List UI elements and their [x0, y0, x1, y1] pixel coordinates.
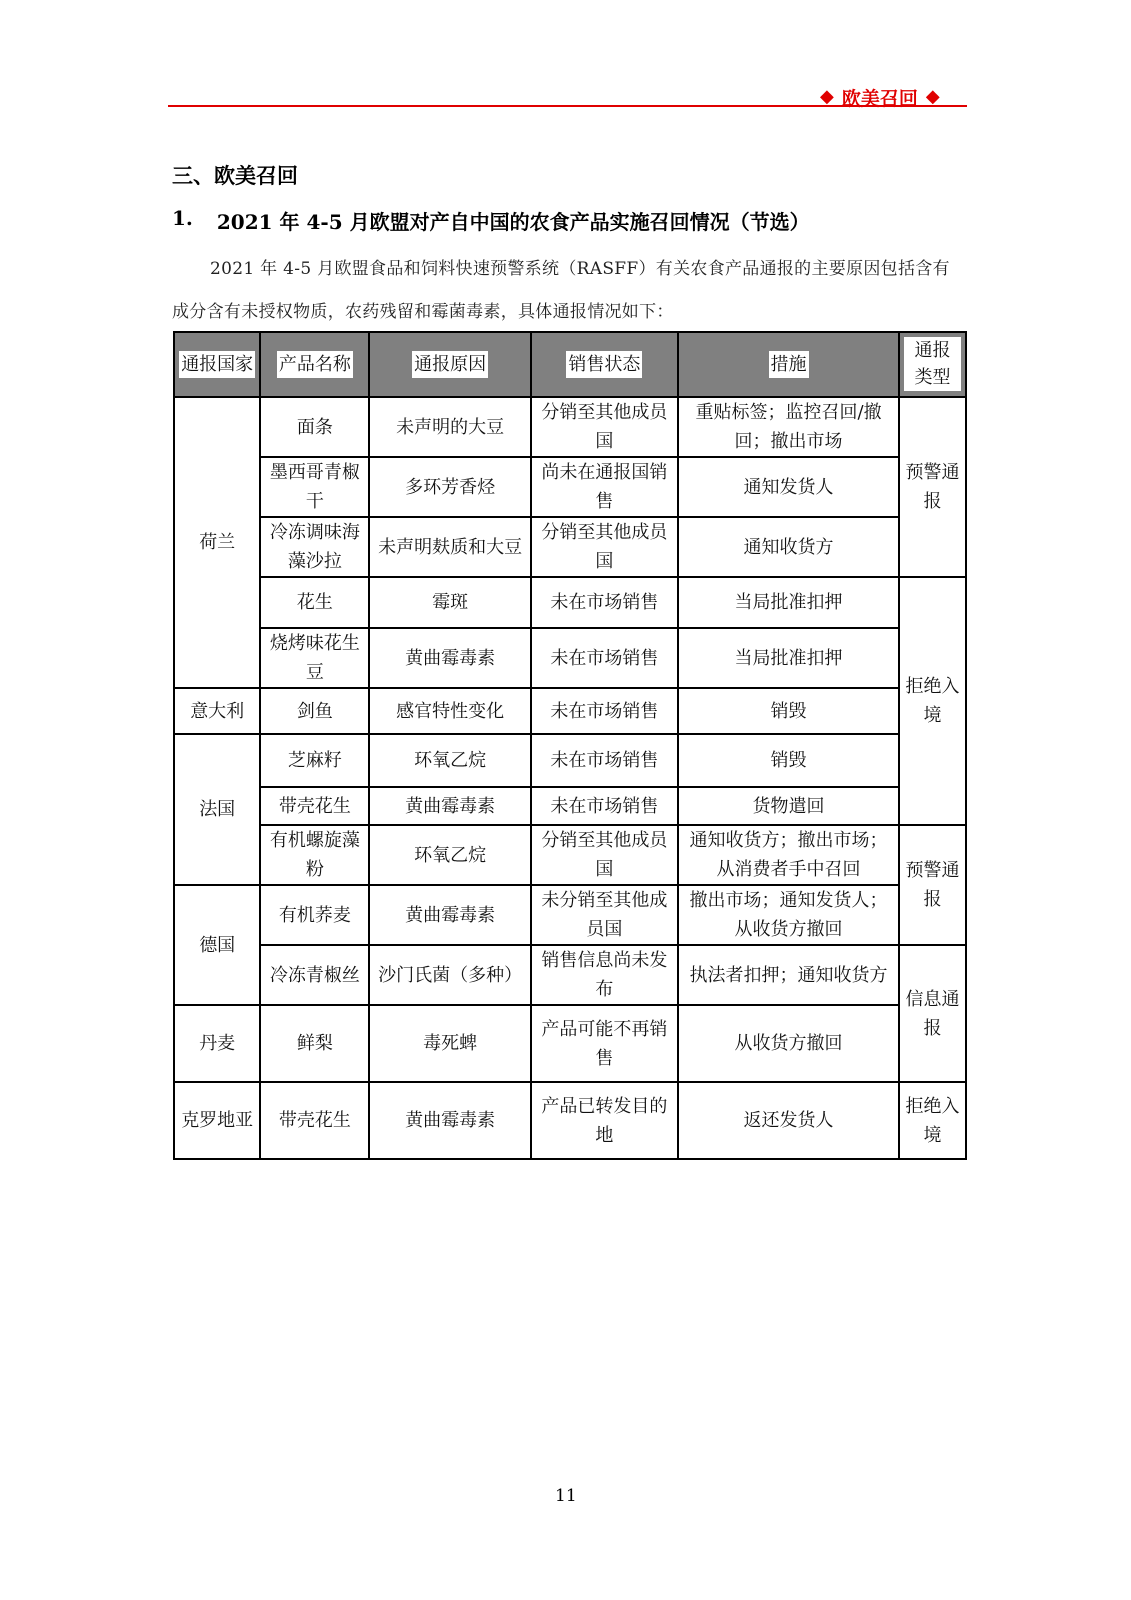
- measure-cell: 当局批准扣押: [678, 628, 899, 688]
- subsection-title: 2021 年 4-5 月欧盟对产自中国的农食产品实施召回情况（节选）: [216, 210, 810, 234]
- header-cell: 销售状态: [531, 332, 678, 397]
- running-header: [820, 82, 940, 112]
- type-cell: 预警通报: [899, 825, 966, 945]
- reason-cell: 黄曲霉毒素: [369, 628, 530, 688]
- subsection-heading: [172, 206, 810, 235]
- reason-cell: 霉斑: [369, 577, 530, 628]
- country-cell: 荷兰: [174, 397, 260, 688]
- product-cell: 面条: [260, 397, 369, 457]
- reason-cell: 黄曲霉毒素: [369, 787, 530, 825]
- table-row: [174, 397, 966, 457]
- measure-cell: 从收货方撤回: [678, 1005, 899, 1082]
- measure-cell: 销毁: [678, 734, 899, 787]
- table-row: [174, 734, 966, 787]
- table-row: [174, 517, 966, 577]
- reason-cell: 未声明麸质和大豆: [369, 517, 530, 577]
- table-header-row: [174, 332, 966, 397]
- reason-cell: 环氧乙烷: [369, 734, 530, 787]
- reason-cell: 未声明的大豆: [369, 397, 530, 457]
- type-cell: 拒绝入境: [899, 1082, 966, 1159]
- product-cell: 花生: [260, 577, 369, 628]
- status-cell: 未分销至其他成员国: [531, 885, 678, 945]
- status-cell: 分销至其他成员国: [531, 825, 678, 885]
- country-cell: 法国: [174, 734, 260, 885]
- country-cell: 意大利: [174, 688, 260, 734]
- header-cell: 通报原因: [369, 332, 530, 397]
- country-cell: 德国: [174, 885, 260, 1005]
- reason-cell: 毒死蜱: [369, 1005, 530, 1082]
- diamond-right-icon: ◆: [925, 86, 940, 107]
- reason-cell: 黄曲霉毒素: [369, 885, 530, 945]
- table-row: [174, 1082, 966, 1159]
- product-cell: 烧烤味花生豆: [260, 628, 369, 688]
- table-row: [174, 577, 966, 628]
- product-cell: 带壳花生: [260, 787, 369, 825]
- measure-cell: 货物遣回: [678, 787, 899, 825]
- type-cell: 拒绝入境: [899, 577, 966, 825]
- status-cell: 销售信息尚未发布: [531, 945, 678, 1005]
- status-cell: 未在市场销售: [531, 734, 678, 787]
- measure-cell: 通知收货方: [678, 517, 899, 577]
- product-cell: 有机螺旋藻粉: [260, 825, 369, 885]
- reason-cell: 黄曲霉毒素: [369, 1082, 530, 1159]
- status-cell: 产品可能不再销售: [531, 1005, 678, 1082]
- diamond-left-icon: ◆: [820, 86, 834, 107]
- header-cell: 通报类型: [899, 332, 966, 397]
- reason-cell: 环氧乙烷: [369, 825, 530, 885]
- header-rule: [168, 105, 967, 107]
- subsection-number: 1.: [172, 206, 193, 230]
- product-cell: 有机荞麦: [260, 885, 369, 945]
- product-cell: 剑鱼: [260, 688, 369, 734]
- measure-cell: 当局批准扣押: [678, 577, 899, 628]
- type-cell: 预警通报: [899, 397, 966, 577]
- measure-cell: 通知收货方；撤出市场；从消费者手中召回: [678, 825, 899, 885]
- type-cell: 信息通报: [899, 945, 966, 1082]
- product-cell: 鲜梨: [260, 1005, 369, 1082]
- page-number: 11: [555, 1486, 577, 1506]
- measure-cell: 执法者扣押；通知收货方: [678, 945, 899, 1005]
- recall-table: [173, 331, 967, 1160]
- table-row: [174, 945, 966, 1005]
- header-cell: 通报国家: [174, 332, 260, 397]
- country-cell: 丹麦: [174, 1005, 260, 1082]
- status-cell: 尚未在通报国销售: [531, 457, 678, 517]
- measure-cell: 返还发货人: [678, 1082, 899, 1159]
- product-cell: 芝麻籽: [260, 734, 369, 787]
- table-row: [174, 457, 966, 517]
- status-cell: 未在市场销售: [531, 688, 678, 734]
- measure-cell: 撤出市场；通知发货人；从收货方撤回: [678, 885, 899, 945]
- table-row: [174, 628, 966, 688]
- header-cell: 产品名称: [260, 332, 369, 397]
- measure-cell: 通知发货人: [678, 457, 899, 517]
- reason-cell: 感官特性变化: [369, 688, 530, 734]
- product-cell: 墨西哥青椒干: [260, 457, 369, 517]
- status-cell: 未在市场销售: [531, 577, 678, 628]
- status-cell: 未在市场销售: [531, 787, 678, 825]
- measure-cell: 重贴标签；监控召回/撤回；撤出市场: [678, 397, 899, 457]
- measure-cell: 销毁: [678, 688, 899, 734]
- product-cell: 冷冻调味海藻沙拉: [260, 517, 369, 577]
- status-cell: 产品已转发目的地: [531, 1082, 678, 1159]
- running-header-title: 欧美召回: [841, 87, 918, 110]
- section-title: 三、欧美召回: [172, 164, 298, 188]
- product-cell: 冷冻青椒丝: [260, 945, 369, 1005]
- header-cell: 措施: [678, 332, 899, 397]
- reason-cell: 沙门氏菌（多种）: [369, 945, 530, 1005]
- status-cell: 分销至其他成员国: [531, 517, 678, 577]
- table-row: [174, 688, 966, 734]
- intro-paragraph: 2021 年 4-5 月欧盟食品和饲料快速预警系统（RASFF）有关农食产品通报的主要原因包括含有成分含有未授权物质，农药残留和霉菌毒素，具体通报情况如下：: [172, 259, 950, 322]
- product-cell: 带壳花生: [260, 1082, 369, 1159]
- status-cell: 未在市场销售: [531, 628, 678, 688]
- table-row: [174, 885, 966, 945]
- status-cell: 分销至其他成员国: [531, 397, 678, 457]
- country-cell: 克罗地亚: [174, 1082, 260, 1159]
- table-row: [174, 825, 966, 885]
- reason-cell: 多环芳香烃: [369, 457, 530, 517]
- table-row: [174, 1005, 966, 1082]
- table-row: [174, 787, 966, 825]
